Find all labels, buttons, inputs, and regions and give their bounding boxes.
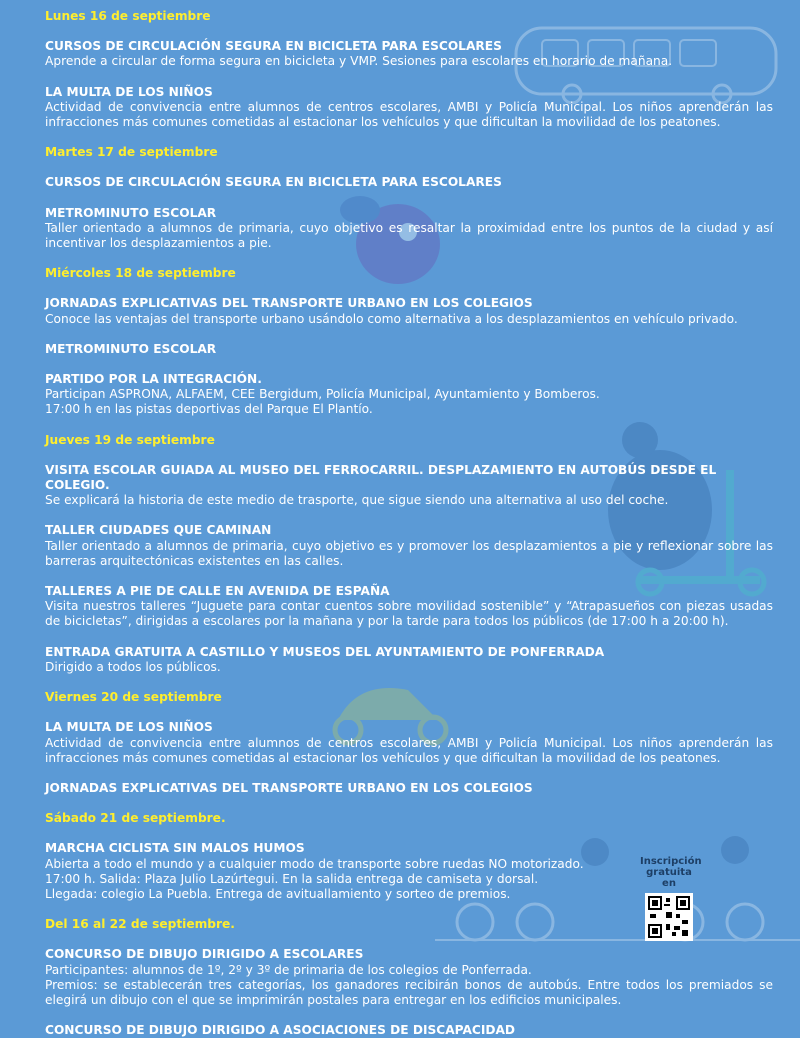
event-description: Dirigido a todos los públicos. bbox=[45, 659, 221, 674]
event-item bbox=[45, 85, 773, 131]
event-description: Actividad de convivencia entre alumnos de centros escolares, AMBI y Policía Municipal. Los niños aprenderán las infracciones más comunes cometidas al estacionar los vehículos y que dificultan la movilidad de los peatones. bbox=[45, 735, 773, 765]
event-description: Premios: se establecerán tres categorías, los ganadores recibirán bonos de autobús. Entre todos los premiados se elegirá un dibujo con el que se imprimirán postales para entregar en los edificios municipales. bbox=[45, 977, 773, 1007]
event-item bbox=[45, 584, 773, 630]
event-title: LA MULTA DE LOS NIÑOS bbox=[45, 720, 213, 735]
event-item bbox=[45, 296, 773, 326]
event-title: METROMINUTO ESCOLAR bbox=[45, 341, 217, 356]
event-item bbox=[45, 523, 773, 569]
event-item bbox=[45, 39, 773, 69]
event-description: Taller orientado a alumnos de primaria, cuyo objetivo es y promover los desplazamientos a pie y reflexionar sobre las barreras arquitectónicas existentes en las calles. bbox=[45, 538, 773, 568]
event-item bbox=[45, 720, 773, 766]
day-heading: Del 16 al 22 de septiembre. bbox=[45, 917, 235, 932]
event-title: MARCHA CICLISTA SIN MALOS HUMOS bbox=[45, 841, 305, 856]
event-title: CONCURSO DE DIBUJO DIRIGIDO A ESCOLARES bbox=[45, 947, 364, 962]
event-description: 17:00 h. Salida: Plaza Julio Lazúrtegui. En la salida entrega de camiseta y dorsal. bbox=[45, 871, 539, 886]
event-title: VISITA ESCOLAR GUIADA AL MUSEO DEL FERROCARRIL. DESPLAZAMIENTO EN AUTOBÚS DESDE EL COLEGIO. bbox=[45, 462, 717, 493]
event-item bbox=[45, 372, 773, 418]
event-item bbox=[45, 645, 773, 675]
qr-code-icon[interactable] bbox=[645, 893, 693, 941]
day-heading: Sábado 21 de septiembre. bbox=[45, 811, 226, 826]
event-title: PARTIDO POR LA INTEGRACIÓN. bbox=[45, 372, 262, 387]
event-description: Actividad de convivencia entre alumnos de centros escolares, AMBI y Policía Municipal. Los niños aprenderán las infracciones más comunes cometidas al estacionar los vehículos y que dificultan la movilidad de los peatones. bbox=[45, 99, 773, 130]
event-item bbox=[45, 947, 773, 1008]
event-title: METROMINUTO ESCOLAR bbox=[45, 205, 217, 220]
event-title: TALLERES A PIE DE CALLE EN AVENIDA DE ESPAÑA bbox=[45, 584, 390, 599]
event-item bbox=[45, 1023, 773, 1038]
event-description: 17:00 h en las pistas deportivas del Parque El Plantío. bbox=[45, 402, 373, 417]
day-heading: Jueves 19 de septiembre bbox=[45, 432, 215, 447]
event-description: Abierta a todo el mundo y a cualquier modo de transporte sobre ruedas NO motorizado. bbox=[45, 856, 584, 871]
event-title: ENTRADA GRATUITA A CASTILLO Y MUSEOS DEL AYUNTAMIENTO DE PONFERRADA bbox=[45, 644, 605, 659]
event-description: Conoce las ventajas del transporte urbano usándolo como alternativa a los desplazamientos en vehículo privado. bbox=[45, 311, 738, 326]
event-item bbox=[45, 463, 773, 509]
event-description: Taller orientado a alumnos de primaria, cuyo objetivo es resaltar la proximidad entre los puntos de la ciudad y así incentivar los desplazamientos a pie. bbox=[45, 220, 773, 251]
event-title: CONCURSO DE DIBUJO DIRIGIDO A ASOCIACIONES DE DISCAPACIDAD bbox=[45, 1023, 516, 1038]
day-heading: Viernes 20 de septiembre bbox=[45, 690, 222, 705]
event-description: Participan ASPRONA, ALFAEM, CEE Bergidum, Policía Municipal, Ayuntamiento y Bomberos. bbox=[45, 387, 600, 402]
day-heading: Miércoles 18 de septiembre bbox=[45, 266, 236, 281]
event-item bbox=[45, 175, 773, 190]
event-title: JORNADAS EXPLICATIVAS DEL TRANSPORTE URBANO EN LOS COLEGIOS bbox=[45, 296, 533, 311]
event-item bbox=[45, 206, 773, 252]
event-title: TALLER CIUDADES QUE CAMINAN bbox=[45, 523, 272, 538]
event-description: Se explicará la historia de este medio de trasporte, que sigue siendo una alternativa al uso del coche. bbox=[45, 493, 669, 508]
day-heading: Lunes 16 de septiembre bbox=[45, 9, 211, 23]
qr-label: Inscripción gratuita en bbox=[640, 856, 702, 889]
event-title: LA MULTA DE LOS NIÑOS bbox=[45, 84, 213, 99]
event-title: CURSOS DE CIRCULACIÓN SEGURA EN BICICLETA PARA ESCOLARES bbox=[45, 175, 502, 190]
event-description: Llegada: colegio La Puebla. Entrega de avituallamiento y sorteo de premios. bbox=[45, 886, 511, 901]
event-description: Participantes: alumnos de 1º, 2º y 3º de primaria de los colegios de Ponferrada. bbox=[45, 962, 532, 977]
event-title: CURSOS DE CIRCULACIÓN SEGURA EN BICICLETA PARA ESCOLARES bbox=[45, 39, 502, 54]
event-item bbox=[45, 781, 773, 796]
registration-qr-block[interactable] bbox=[640, 856, 702, 941]
event-item bbox=[45, 342, 773, 357]
event-description: Visita nuestros talleres “Juguete para contar cuentos sobre movilidad sostenible” y “Atrapasueños con piezas usadas de bicicletas”, dirigidas a escolares por la mañana y por la tarde para todos los públicos (de 17:00 h a 20:00 h). bbox=[45, 599, 773, 629]
event-title: JORNADAS EXPLICATIVAS DEL TRANSPORTE URBANO EN LOS COLEGIOS bbox=[45, 780, 533, 795]
event-description: Aprende a circular de forma segura en bicicleta y VMP. Sesiones para escolares en horario de mañana. bbox=[45, 54, 673, 69]
day-heading: Martes 17 de septiembre bbox=[45, 145, 218, 160]
